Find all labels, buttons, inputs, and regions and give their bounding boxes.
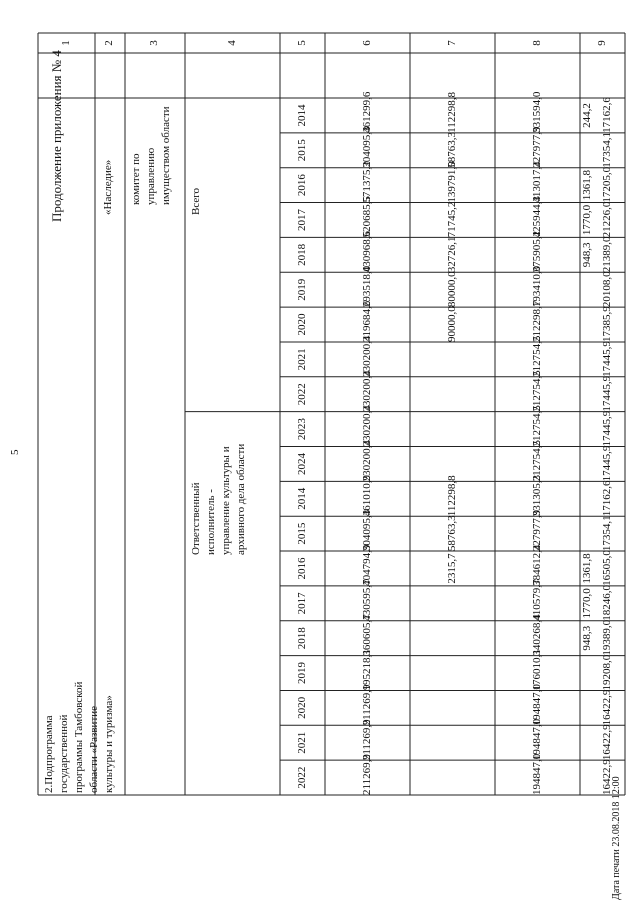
- value-cell-col9: 17205,0: [600, 166, 613, 203]
- value-cell-col8: 244,2: [580, 103, 593, 128]
- col3-committee: комитет по управлению имуществом области: [130, 106, 172, 205]
- year-cell: 2018: [295, 243, 308, 266]
- year-cell: 2021: [295, 348, 308, 371]
- value-cell-col8: 948,3: [580, 625, 593, 651]
- header-number: 7: [445, 40, 458, 46]
- value-cell-col5: 230200,4: [360, 370, 373, 412]
- value-cell-col7: 340268,4: [530, 614, 543, 656]
- value-cell-col9: 16422,9: [600, 759, 613, 795]
- header-number: 9: [595, 40, 608, 46]
- value-cell-col7: 227977,9: [530, 126, 543, 168]
- value-cell-col9: 17445,9: [600, 341, 613, 377]
- value-cell-col9: 18246,0: [600, 585, 613, 621]
- col1-program-name: 2.Подпрограмма государственной программы Тамбовской области «Развитие культуры и туризма»: [43, 681, 115, 793]
- value-cell-col5: 211269,9: [360, 754, 373, 795]
- value-cell-col7: 212754,5: [530, 440, 543, 482]
- year-cell: 2023: [295, 418, 308, 441]
- value-cell-col8: 1770,0: [580, 588, 593, 619]
- value-cell-col5: 319684,6: [360, 300, 373, 342]
- year-cell: 2018: [295, 627, 308, 650]
- header-number: 4: [225, 40, 238, 46]
- year-cell: 2020: [295, 696, 308, 719]
- value-cell-col9: 16422,9: [600, 689, 613, 726]
- value-cell-col8: 1361,8: [580, 553, 593, 584]
- value-cell-col6: 32726,1: [445, 236, 458, 273]
- value-cell-col9: 17162,6: [600, 480, 613, 517]
- value-cell-col7: 212754,5: [530, 405, 543, 447]
- year-cell: 2014: [295, 104, 308, 127]
- value-cell-col5: 360605,7: [360, 614, 373, 656]
- value-cell-col9: 17162,6: [600, 97, 613, 133]
- value-cell-col6: 71745,2: [445, 201, 458, 238]
- value-cell-col6: 90000,0: [445, 306, 458, 342]
- value-cell-col5: 230200,4: [360, 335, 373, 377]
- value-cell-col5: 230200,4: [360, 440, 373, 482]
- year-cell: 2015: [295, 522, 308, 545]
- header-number: 5: [295, 40, 308, 46]
- value-cell-col5: 211269,9: [360, 719, 373, 761]
- year-cell: 2014: [295, 487, 308, 510]
- value-cell-col8: 1361,8: [580, 170, 593, 201]
- header-number: 3: [148, 40, 160, 46]
- col2-subprogram-name: «Наследие»: [102, 159, 114, 215]
- value-cell-col5: 211269,9: [360, 684, 373, 726]
- print-date: Дата печати 23.08.2018 12:00: [611, 776, 622, 900]
- value-cell-col9: 17354,1: [600, 515, 613, 552]
- value-cell-col7: 331305,3: [530, 474, 543, 517]
- year-cell: 2017: [295, 592, 308, 615]
- value-cell-col6: 58763,3: [445, 515, 458, 552]
- value-cell-col5: 430968,6: [360, 231, 373, 273]
- value-cell-col5: 520685,5: [360, 196, 373, 238]
- col3-executor: Ответственный исполнитель - управление культуры и архивного дела области: [190, 443, 247, 555]
- value-cell-col7: 410579,7: [530, 579, 543, 621]
- value-cell-col7: 375905,2: [530, 231, 543, 273]
- value-cell-col9: 17445,9: [600, 445, 613, 482]
- value-cell-col7: 194847,0: [530, 718, 543, 761]
- value-cell-col5: 293518,0: [360, 265, 373, 308]
- header-number: 1: [59, 40, 72, 46]
- value-cell-col9: 21226,0: [600, 201, 613, 238]
- value-cell-col8: 948,3: [580, 242, 593, 268]
- value-cell-col9: 16505,0: [600, 550, 613, 586]
- year-cell: 2019: [295, 278, 308, 301]
- value-cell-col5: 304095,3: [360, 509, 373, 552]
- value-cell-col9: 21389,0: [600, 236, 613, 273]
- value-cell-col7: 194847,0: [530, 684, 543, 726]
- year-cell: 2022: [295, 766, 308, 789]
- year-cell: 2022: [295, 383, 308, 406]
- year-cell: 2016: [295, 174, 308, 197]
- value-cell-col6: 80000,0: [445, 271, 458, 308]
- value-cell-col6: 112298,8: [445, 475, 458, 517]
- value-cell-col7: 384612,4: [530, 544, 543, 586]
- value-cell-col7: 425944,3: [530, 196, 543, 238]
- year-cell: 2020: [295, 313, 308, 336]
- value-cell-col8: 1770,0: [580, 204, 593, 236]
- value-cell-col7: 212754,5: [530, 370, 543, 412]
- year-cell: 2017: [295, 208, 308, 231]
- year-cell: 2019: [295, 662, 308, 685]
- continuation-title: Продолжение приложения № 4: [49, 50, 64, 222]
- value-cell-col9: 20108,0: [600, 271, 613, 308]
- value-cell-col5: 430595,7: [360, 579, 373, 621]
- value-cell-col6: 2315,7: [445, 553, 458, 584]
- value-cell-col5: 195218,1: [360, 649, 373, 691]
- value-cell-col7: 176010,1: [530, 649, 543, 691]
- year-cell: 2024: [295, 452, 308, 475]
- year-cell: 2016: [295, 557, 308, 580]
- value-cell-col5: 304095,3: [360, 126, 373, 168]
- value-cell-col6: 112298,8: [445, 92, 458, 133]
- header-number: 2: [103, 40, 115, 46]
- value-cell-col9: 19208,0: [600, 654, 613, 691]
- page-number: 5: [9, 449, 21, 455]
- value-cell-col7: 212298,7: [530, 300, 543, 342]
- value-cell-col9: 17354,1: [600, 131, 613, 168]
- col3-total-label: Всего: [190, 188, 202, 215]
- value-cell-col7: 227977,9: [530, 509, 543, 552]
- value-cell-col9: 19389,0: [600, 619, 613, 656]
- value-cell-col9: 17445,9: [600, 375, 613, 412]
- value-cell-col5: 404794,9: [360, 544, 373, 586]
- value-cell-col7: 194847,0: [530, 753, 543, 795]
- value-cell-col6: 139791,0: [445, 161, 458, 203]
- value-cell-col5: 571375,2: [360, 161, 373, 203]
- year-cell: 2015: [295, 139, 308, 162]
- value-cell-col6: 58763,3: [445, 131, 458, 168]
- header-number: 6: [360, 40, 373, 46]
- value-cell-col7: 212754,5: [530, 335, 543, 377]
- value-cell-col5: 461299,6: [360, 91, 373, 133]
- value-cell-col7: 413017,4: [530, 161, 543, 203]
- value-cell-col9: 17445,9: [600, 410, 613, 447]
- value-cell-col5: 461010,9: [360, 474, 373, 517]
- header-number: 8: [530, 40, 543, 46]
- value-cell-col7: 193410,0: [530, 265, 543, 308]
- year-cell: 2021: [295, 731, 308, 754]
- value-cell-col7: 331594,0: [530, 91, 543, 133]
- value-cell-col9: 16422,9: [600, 724, 613, 761]
- value-cell-col9: 17385,9: [600, 306, 613, 342]
- value-cell-col5: 230200,4: [360, 405, 373, 447]
